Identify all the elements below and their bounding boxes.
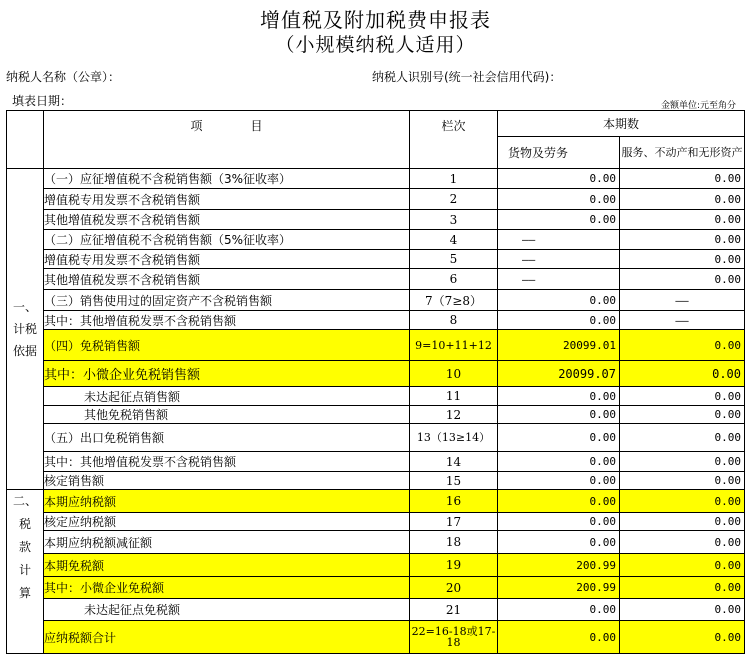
row-services-value[interactable]: 0.00	[620, 330, 745, 361]
row-goods-value[interactable]: 0.00	[498, 531, 620, 554]
row-column-number: 7（7≥8）	[410, 290, 498, 311]
section-tax-basis-line1: 一、	[12, 300, 37, 314]
row-services-value[interactable]: 0.00	[620, 621, 745, 654]
row-column-number: 14	[410, 452, 498, 472]
row-item: 其中：小微企业免税销售额	[44, 361, 410, 387]
row-column-number: 1	[410, 169, 498, 189]
row-item: （四）免税销售额	[44, 330, 410, 361]
row-item: 其中：其他增值税发票不含税销售额	[44, 311, 410, 330]
header-current-period: 本期数	[498, 111, 745, 137]
row-column-number: 22=16-18或17-18	[410, 621, 498, 654]
taxpayer-id-label: 纳税人识别号(统一社会信用代码)：	[372, 70, 562, 84]
row-services-value[interactable]: 0.00	[620, 169, 745, 189]
row-column-number: 18	[410, 531, 498, 554]
row-goods-value[interactable]: 20099.01	[498, 330, 620, 361]
row-column-number: 5	[410, 250, 498, 269]
row-goods-value[interactable]: 200.99	[498, 577, 620, 599]
section-tax-basis	[7, 169, 44, 490]
row-services-value[interactable]: 0.00	[620, 452, 745, 472]
row-goods-value[interactable]: 0.00	[498, 452, 620, 472]
header-corner	[7, 111, 44, 169]
row-item: 其中：小微企业免税额	[44, 577, 410, 599]
row-item: 核定应纳税额	[44, 513, 410, 531]
row-services-value[interactable]: 0.00	[620, 490, 745, 513]
row-goods-value[interactable]: 20099.07	[498, 361, 620, 387]
row-services-value[interactable]: 0.00	[620, 210, 745, 230]
header-item: 项 目	[44, 111, 410, 169]
row-goods-value[interactable]: 0.00	[498, 472, 620, 490]
row-goods-value[interactable]: 0.00	[498, 387, 620, 406]
row-goods-value: ——	[498, 250, 620, 269]
row-services-value[interactable]: 0.00	[620, 554, 745, 577]
row-goods-value[interactable]: 0.00	[498, 169, 620, 189]
row-column-number: 4	[410, 230, 498, 250]
form-title: 增值税及附加税费申报表	[260, 8, 491, 32]
row-services-value[interactable]: 0.00	[620, 361, 745, 387]
row-services-value: ——	[620, 290, 745, 311]
row-column-number: 9=10+11+12	[410, 330, 498, 361]
row-item: 本期应纳税额	[44, 490, 410, 513]
row-column-number: 8	[410, 311, 498, 330]
row-item: 本期免税额	[44, 554, 410, 577]
row-goods-value[interactable]: 0.00	[498, 210, 620, 230]
row-item: 其他免税销售额	[44, 406, 410, 424]
row-goods-value[interactable]: 0.00	[498, 189, 620, 210]
row-services-value[interactable]: 0.00	[620, 250, 745, 269]
row-column-number: 17	[410, 513, 498, 531]
row-goods-value[interactable]: 0.00	[498, 513, 620, 531]
amount-unit-label: 金额单位:元至角分	[661, 101, 737, 111]
section-tax-basis-line2: 计税	[12, 322, 37, 336]
fill-date-label: 填表日期：	[12, 94, 73, 108]
row-goods-value: ——	[498, 269, 620, 290]
taxpayer-name-label: 纳税人名称（公章）：	[6, 70, 121, 84]
row-item: 本期应纳税额减征额	[44, 531, 410, 554]
row-goods-value[interactable]: 0.00	[498, 599, 620, 621]
row-services-value[interactable]: 0.00	[620, 406, 745, 424]
row-services-value[interactable]: 0.00	[620, 513, 745, 531]
row-item: （二）应征增值税不含税销售额（5%征收率）	[44, 230, 410, 250]
row-services-value[interactable]: 0.00	[620, 577, 745, 599]
row-column-number: 6	[410, 269, 498, 290]
row-goods-value[interactable]: 0.00	[498, 311, 620, 330]
row-item: 核定销售额	[44, 472, 410, 490]
section-tax-calc-char: 计	[18, 563, 31, 577]
row-item: 其他增值税发票不含税销售额	[44, 269, 410, 290]
row-services-value[interactable]: 0.00	[620, 269, 745, 290]
header-column-number: 栏次	[410, 111, 498, 169]
row-item: 未达起征点销售额	[44, 387, 410, 406]
row-column-number: 11	[410, 387, 498, 406]
row-column-number: 10	[410, 361, 498, 387]
row-services-value[interactable]: 0.00	[620, 189, 745, 210]
section-tax-calc-char: 款	[18, 540, 31, 554]
row-column-number: 21	[410, 599, 498, 621]
row-services-value: ——	[620, 311, 745, 330]
row-goods-value: ——	[498, 230, 620, 250]
row-item: （三）销售使用过的固定资产不含税销售额	[44, 290, 410, 311]
form-subtitle: （小规模纳税人适用）	[275, 34, 476, 56]
row-item: 应纳税额合计	[44, 621, 410, 654]
row-column-number: 13（13≥14）	[410, 424, 498, 452]
row-goods-value[interactable]: 0.00	[498, 621, 620, 654]
row-column-number: 3	[410, 210, 498, 230]
section-tax-calculation	[7, 490, 44, 654]
row-item: 增值税专用发票不含税销售额	[44, 250, 410, 269]
row-column-number: 15	[410, 472, 498, 490]
row-column-number: 16	[410, 490, 498, 513]
row-item: （一）应征增值税不含税销售额（3%征收率）	[44, 169, 410, 189]
row-goods-value[interactable]: 0.00	[498, 490, 620, 513]
row-item: 其中：其他增值税发票不含税销售额	[44, 452, 410, 472]
row-goods-value[interactable]: 0.00	[498, 290, 620, 311]
row-goods-value[interactable]: 200.99	[498, 554, 620, 577]
row-item: （五）出口免税销售额	[44, 424, 410, 452]
row-services-value[interactable]: 0.00	[620, 424, 745, 452]
row-goods-value[interactable]: 0.00	[498, 424, 620, 452]
declaration-table	[6, 110, 745, 654]
row-item: 增值税专用发票不含税销售额	[44, 189, 410, 210]
row-column-number: 19	[410, 554, 498, 577]
header-goods-labor: 货物及劳务	[498, 137, 620, 169]
row-services-value[interactable]: 0.00	[620, 387, 745, 406]
section-tax-basis-line3: 依据	[12, 344, 37, 358]
row-services-value[interactable]: 0.00	[620, 230, 745, 250]
header-services-property: 服务、不动产和无形资产	[620, 137, 745, 169]
row-item: 未达起征点免税额	[44, 599, 410, 621]
row-goods-value[interactable]: 0.00	[498, 406, 620, 424]
row-column-number: 2	[410, 189, 498, 210]
section-tax-calc-char: 算	[18, 586, 31, 600]
row-column-number: 12	[410, 406, 498, 424]
row-services-value[interactable]: 0.00	[620, 599, 745, 621]
row-services-value[interactable]: 0.00	[620, 472, 745, 490]
section-tax-calc-char: 税	[18, 517, 31, 531]
row-services-value[interactable]: 0.00	[620, 531, 745, 554]
section-tax-calc-char: 二、	[12, 494, 37, 508]
row-column-number: 20	[410, 577, 498, 599]
row-item: 其他增值税发票不含税销售额	[44, 210, 410, 230]
